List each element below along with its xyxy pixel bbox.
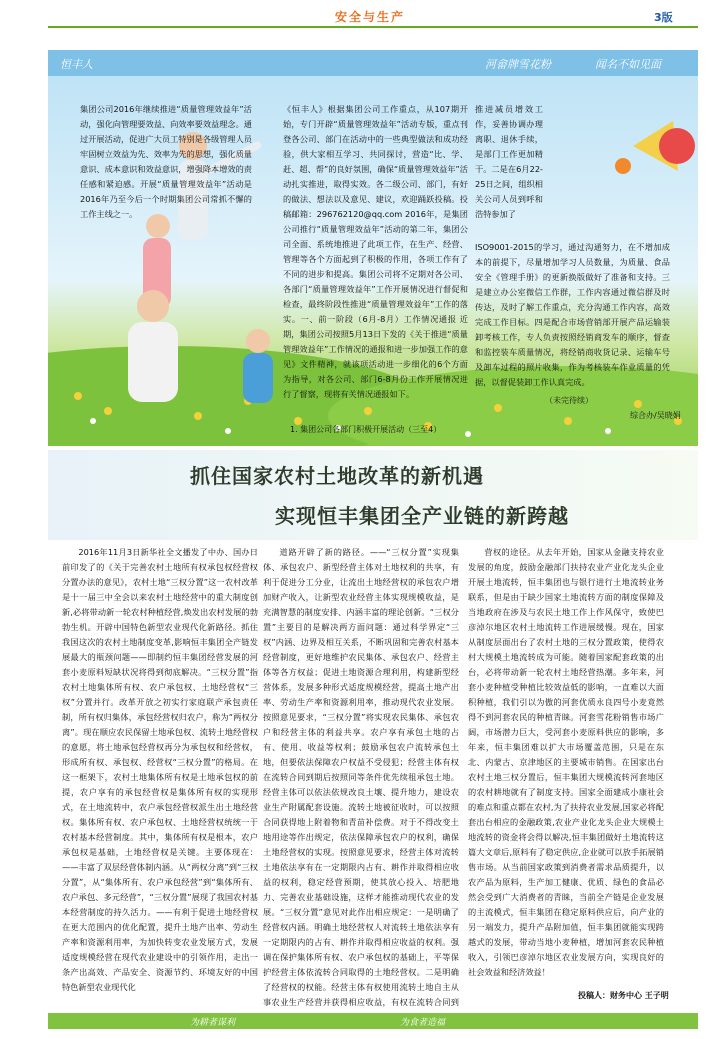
article-column-3 [468,545,664,983]
to-be-continued: （未完待续） [545,396,593,405]
column-notice: 《恒丰人》根据集团公司工作重点，从107期开始，专门开辟“质量管理效益年”活动专版，重点刊登各公司、部门在活动中的一些典型做法和成功经验，供大家相互学习、共同探讨，营造“比、学、赶、超、帮”的良好氛围，确保“质量管理效益年”活动扎实推进，取得实效。各二级公司、部门，有好的做法、想法以及意见、建议，欢迎踊跃投稿。投稿邮箱：296762120@qq.com 2016年，是集团公司推行“质量管理效益年”活动的第二年，集团公司全面、系统地推进了此项工作，在生产、经营、管理等各个方面起到了积极的作用，各项工作有了不同的进步和提高。集团公司将不定期对各公司、各部门“质量管理效益年”工作开展情况进行督促和检查，最终阶段性推进“质量管理效益年”工作的落实。一、前一阶段（6月-8月）工作情况通报 近期，集团公司按照5月13日下发的《关于推进“质量管理效益年”工作情况的通报和进一步加强工作的意见》文件精神，就该项活动进一步细化的6个方面为指导，对各公司、部门6-8月份工作开展情况进行了督察，现将有关情况通报如下。 [283,104,468,399]
page-number: 3版 [654,11,673,24]
band-right-text: 闻名不如见面 [595,58,661,71]
band-mid-text: 河畲牌雪花粉 [485,58,551,71]
section-title: 安全与生产 [334,10,405,24]
column-right-narrow: 推进减员增效工作，妥善协调办理离职、退休手续，是部门工作更加精干。二是在6月22-25日之间，组织相关公司人员到呼和浩特参加了 [475,104,543,219]
intro-paragraph: 集团公司2016年继续推进“质量管理效益年”活动，强化向管理要效益、向效率要效益理念。通过开展活动，促进广大员工特别是各级管理人员牢固树立效益为先、效率为先的思想，强化质量意识、成本意识和效益意识，增强降本增效的责任感和紧迫感。开展“质量管理效益年”活动是2016年乃至今后一个时期集团公司常抓不懈的工作主线之一。 [80,104,252,219]
headline-line-2: 实现恒丰集团全产业链的新跨越 [275,504,569,528]
article-column-1 [62,545,258,1007]
headline-line-1: 抓住国家农村土地改革的新机遇 [190,464,484,488]
article-text: 道路开辟了新的路径。——“三权分置”实现集体、承包农户、新型经营主体对土地权利的共享，有利于促进分工分业，让流出土地经营权的承包农户增加财产收入，让新型农业经营主体实现规模收益，是充满智慧的制度安排、内涵丰富的理论创新。“三权分置”主要目的是解决两方面问题：通过科学界定“三权”内涵、边界及相互关系，不断巩固和完善农村基本经营制度，更好地维护农民集体、承包农户、经营主体等各方权益；促进土地资源合理利用，构建新型经营体系，发展多种形式适度规模经营，提高土地产出率、劳动生产率和资源利用率，推动现代农业发展。按照意见要求，“三权分置”将实现农民集体、承包农户和经营主体的利益共享。农户享有承包土地的占有、使用、收益等权利；鼓励承包农户流转承包土地，但要依法保障农户权益不受侵犯；经营主体有权在流转合同到期后按照同等条件优先续租承包土地。经营主体可以依法依规改良土壤、提升地力，建设农业生产附属配套设施。流转土地被征收时，可以按照合同获得地上附着物和青苗补偿费。对于不得改变土地用途等作出规定，依法保障承包农户的权利，确保土地经营权的实现。按照意见要求，经营主体对流转土地依法享有在一定期限内占有、耕作并取得相应收益的权利，稳定经营预期，使其放心投入、培肥地力、完善农业基础设施，这样才能推动现代农业的发展。“三权分置”意见对此作出相应规定：一是明确了经营权内涵。明确土地经营权人对流转土地依法享有一定期限内的占有、耕作并取得相应收益的权利。强调在保护集体所有权、农户承包权的基础上，平等保护经营主体依流转合同取得的土地经营权。二是明确了经营权的权能。经营主体有权使用流转土地自主从事农业生产经营并获得相应收益，有权在流转合同到 [263,547,459,1007]
trumpet-flower [615,121,695,174]
photo-caption: 1. 集团公司各部门积极开展活动（三至4） [290,425,442,434]
article-text: 2016年11月3日新华社全文播发了中办、国办日前印发了的《关于完善农村土地所有权承包权经营权分置办法的意见》，农村土地“三权分置”这一农村改革是十一届三中全会以来农村土地经营中的重大制度创新,必将带动新一轮农村种植经营,焕发出农村发展的勃勃生机。开辟中国特色新型农业现代化新路径。抓住我国这次的农村土地制度变革,影响恒丰集团全产链发展最大的瓶颈问题——即制约恒丰集团经营发展的河套小麦原料短缺状况将得到彻底解决。“三权分置”指农村土地集体所有权、农户承包权、土地经营权“三权”分置并行。改革开放之初实行家庭联产承包责任制，所有权归集体，承包经营权归农户，称为“两权分离”。现在顺应农民保留土地承包权、流转土地经营权的意愿，将土地承包经营权再分为承包权和经营权，形成所有权、承包权、经营权“三权分置”的格局。在这一框架下，农村土地集体所有权是土地承包权的前提，农户享有的承包经营权是集体所有权的实现形式，在土地流转中，农户承包经营权派生出土地经营权。集体所有权、农户承包权、土地经营权统统一于农村基本经营制度。其中，集体所有权是根本，农户承包权是基础，土地经营权是关键。主要体现在：——丰富了双层经营体制内涵。从“两权分离”到“三权分置”，从“集体所有、农户承包经营”到“集体所有、农户承包、多元经营”，“三权分置”展现了我国农村基本经营制度的持久活力。——有利于促进土地经营权在更大范围内的优化配置，提升土地产出率、劳动生产率和资源利用率，为加快转变农业发展方式，发展适度规模经营在现代农业建设中的引领作用，走出一条产出高效、产品安全、资源节约、环境友好的中国特色新型农业现代化 [62,547,258,992]
article-byline: 投稿人：财务中心 王子明 [578,991,669,1000]
article-text: 营权的途径。从去年开始，国家从金融支持农业发展的角度，鼓励金融部门扶持农业产业化龙头企业开展土地流转，恒丰集团也与银行进行土地流转业务联系，但是由于缺少国家土地流转方面的制度保障及当地政府在涉及与农民土地工作上作风保守，致使巴彦淖尔地区农村土地流转工作进展缓慢。现在，国家从制度层面出台了农村土地的三权分置政策，使得农村大规模土地流转成为可能。随着国家配套政策的出台，必将带动新一轮农村土地经营热潮。多年来，河套小麦种植受种植比较效益低的影响，一直难以大面积种植，我们引以为傲的河套优质永良四号小麦竟然得不到河套农民的种植青睐。河套雪花粉销售市场广阔，市场潜力巨大，受河套小麦原料供应的影响，多年来，恒丰集团难以扩大市场覆盖范围，只是在东北、内蒙古、京津地区的主要城市销售。在国家出台农村土地三权分置后，恒丰集团大规模流转河套地区的农村耕地就有了制度支持。国家全面建成小康社会的难点和重点都在农村,为了扶持农业发展,国家必将配套出台相应的金融政策,农业产业化龙头企业大规模土地流转的资金将会得以解决,恒丰集团做好土地流转这篇大文章后,原料有了稳定供应,企业就可以放手拓展销售市场。从当前国家政策到消费者需求品质提升，以农产品为原料，生产加工健康、优质、绿色的食品必然会受到广大消费者的青睐，当前全产链是企业发展的主流模式，恒丰集团在稳定原料供应后，向产业的另一端发力，提升产品附加值，恒丰集团就能实现跨越式的发展，带动当地小麦种植，增加河套农民种植收入，引领巴彦淖尔地区农业发展方向，实现良好的社会效益和经济效益！ [468,547,664,977]
band-left-text: 恒丰人 [60,58,93,71]
article-column-2 [263,545,459,1007]
header-rule [48,26,698,28]
footer-band [48,1013,698,1029]
footer-slogan-left: 为耕者谋利 [190,1018,236,1028]
author-credit: 综合办/吴晓娟 [630,411,681,420]
footer-slogan-right: 为食者造福 [400,1018,446,1028]
column-right-wide: ISO9001-2015的学习，通过沟通努力，在不增加成本的前提下，尽量增加学习人员数量，为质量、食品安全《管理手册》的更新换版做好了准备和支持。三是建立办公室微信工作群，工作内容通过微信群及时传达，及时了解工作重点，充分沟通工作内容，高效完成工作目标。四是配合市场营销部开展产品运输装卸考核工作，专人负责按照经销商发车的顺序，督查和监控装车质量情况，将经销商收货记录、运输车号及卸车过程的照片收集，作为考核装车作业质量的凭据，以督促装卸工作认真完成。 [475,242,670,387]
